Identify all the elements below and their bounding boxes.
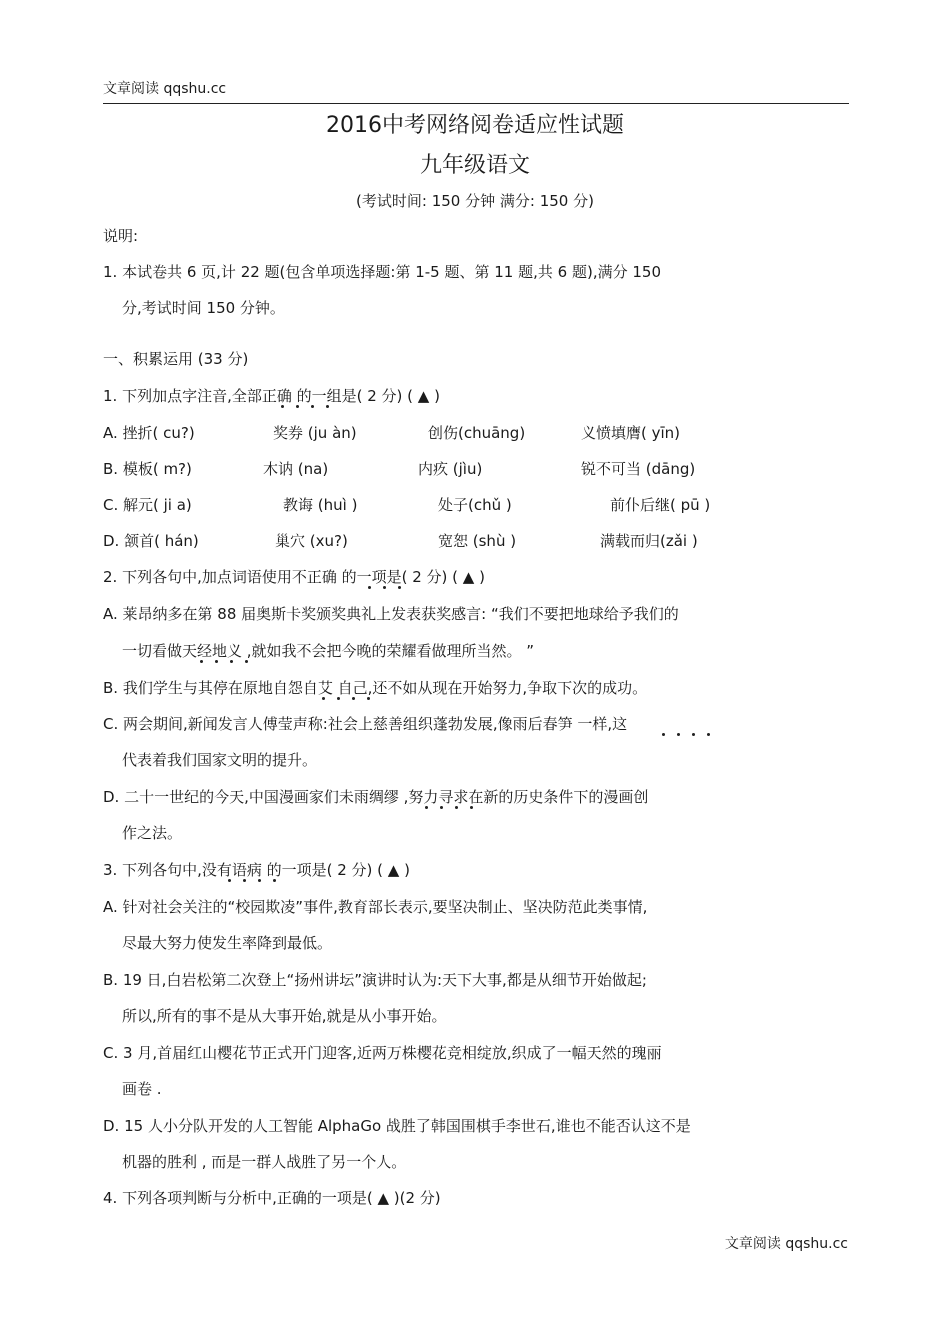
page-footer: 文章阅读 qqshu.cc xyxy=(724,1236,848,1252)
q1-option: 宽恕 (shù ) xyxy=(438,532,517,550)
q1-option: 处子(chǔ ) xyxy=(438,496,512,514)
q3-option-b-line-1: B. 19 日,白岩松第二次登上“扬州讲坛”演讲时认为:天下大事,都是从细节开始做起; xyxy=(103,971,647,989)
q1-option: A. 挫折( cu?) xyxy=(103,424,195,442)
notes-line-1: 1. 本试卷共 6 页,计 22 题(包含单项选择题:第 1-5 题、第 11 题,共 6 题),满分 150 xyxy=(103,263,661,281)
q2-option-c-line-1: C. 两会期间,新闻发言人傅莹声称:社会上慈善组织蓬勃发展,像雨后春笋 一样,这 xyxy=(103,715,628,733)
q1-option: 内疚 (jìu) xyxy=(418,460,483,478)
q3-option-d-line-1: D. 15 人小分队开发的人工智能 AlphaGo 战胜了韩国围棋手李世石,谁也不能否认这不是 xyxy=(103,1117,691,1135)
q2-option-d-line-1: D. 二十一世纪的今天,中国漫画家们未雨绸缪 ,努力寻求在新的历史条件下的漫画创 xyxy=(103,788,649,806)
notes-label: 说明: xyxy=(103,227,139,245)
q2-option-a-line-1: A. 莱昂纳多在第 88 届奥斯卡奖颁奖典礼上发表获奖感言: “我们不要把地球给予我们的 xyxy=(103,605,679,623)
q1-option-row-d xyxy=(103,531,843,553)
q3-option-c-line-1: C. 3 月,首届红山樱花节正式开门迎客,近两万株樱花竞相绽放,织成了一幅天然的瑰丽 xyxy=(103,1044,662,1062)
q2-option-a-line-2: 一切看做天经地义 ,就如我不会把今晚的荣耀看做理所当然。 ” xyxy=(122,642,535,660)
q1-option-row-a xyxy=(103,423,843,445)
q1-option: 教诲 (huì ) xyxy=(283,496,358,514)
q3-option-a-line-1: A. 针对社会关注的“校园欺凌”事件,教育部长表示,要坚决制止、坚决防范此类事情, xyxy=(103,898,648,916)
q2-option-b-line-1: B. 我们学生与其停在原地自怨自艾 自己,还不如从现在开始努力,争取下次的成功。 xyxy=(103,679,648,697)
q1-option-row-c xyxy=(103,495,843,517)
question-1-stem: 1. 下列加点字注音,全部正确 的一组是( 2 分) ( ▲ ) xyxy=(103,387,440,405)
exam-info: (考试时间: 150 分钟 满分: 150 分) xyxy=(356,192,594,210)
exam-title: 2016中考网络阅卷适应性试题 xyxy=(326,113,624,138)
q1-option: 木讷 (na) xyxy=(263,460,329,478)
question-2-stem: 2. 下列各句中,加点词语使用不正确 的一项是( 2 分) ( ▲ ) xyxy=(103,568,485,586)
q1-option: C. 解元( ji a) xyxy=(103,496,192,514)
q1-option: D. 颔首( hán) xyxy=(103,532,199,550)
q1-option: 奖券 (ju àn) xyxy=(273,424,357,442)
q3-option-a-line-2: 尽最大努力使发生率降到最低。 xyxy=(122,934,333,952)
q3-option-d-line-2: 机器的胜利 , 而是一群人战胜了另一个人。 xyxy=(122,1153,407,1171)
q1-option: B. 模板( m?) xyxy=(103,460,192,478)
notes-line-2: 分,考试时间 150 分钟。 xyxy=(122,299,285,317)
q1-option: 锐不可当 (dāng) xyxy=(581,460,696,478)
q1-option: 满载而归(zǎi ) xyxy=(600,532,698,550)
q1-option-row-b xyxy=(103,459,843,481)
q3-option-b-line-2: 所以,所有的事不是从大事开始,就是从小事开始。 xyxy=(122,1007,447,1025)
q1-option: 创伤(chuāng) xyxy=(428,424,526,442)
q1-option: 前仆后继( pū ) xyxy=(610,496,711,514)
question-4-stem: 4. 下列各项判断与分析中,正确的一项是( ▲ )(2 分) xyxy=(103,1189,441,1207)
question-3-stem: 3. 下列各句中,没有语病 的一项是( 2 分) ( ▲ ) xyxy=(103,861,410,879)
q2-option-d-line-2: 作之法。 xyxy=(122,824,183,842)
page-header: 文章阅读 qqshu.cc xyxy=(103,81,227,97)
q1-option: 义愤填膺( yīn) xyxy=(581,424,681,442)
exam-subject: 九年级语文 xyxy=(419,153,530,178)
q2-option-c-line-2: 代表着我们国家文明的提升。 xyxy=(122,751,318,769)
q3-option-c-line-2: 画卷 . xyxy=(122,1080,162,1098)
q1-option: 巢穴 (xu?) xyxy=(275,532,348,550)
header-divider xyxy=(103,103,849,104)
section-heading: 一、积累运用 (33 分) xyxy=(103,350,249,368)
